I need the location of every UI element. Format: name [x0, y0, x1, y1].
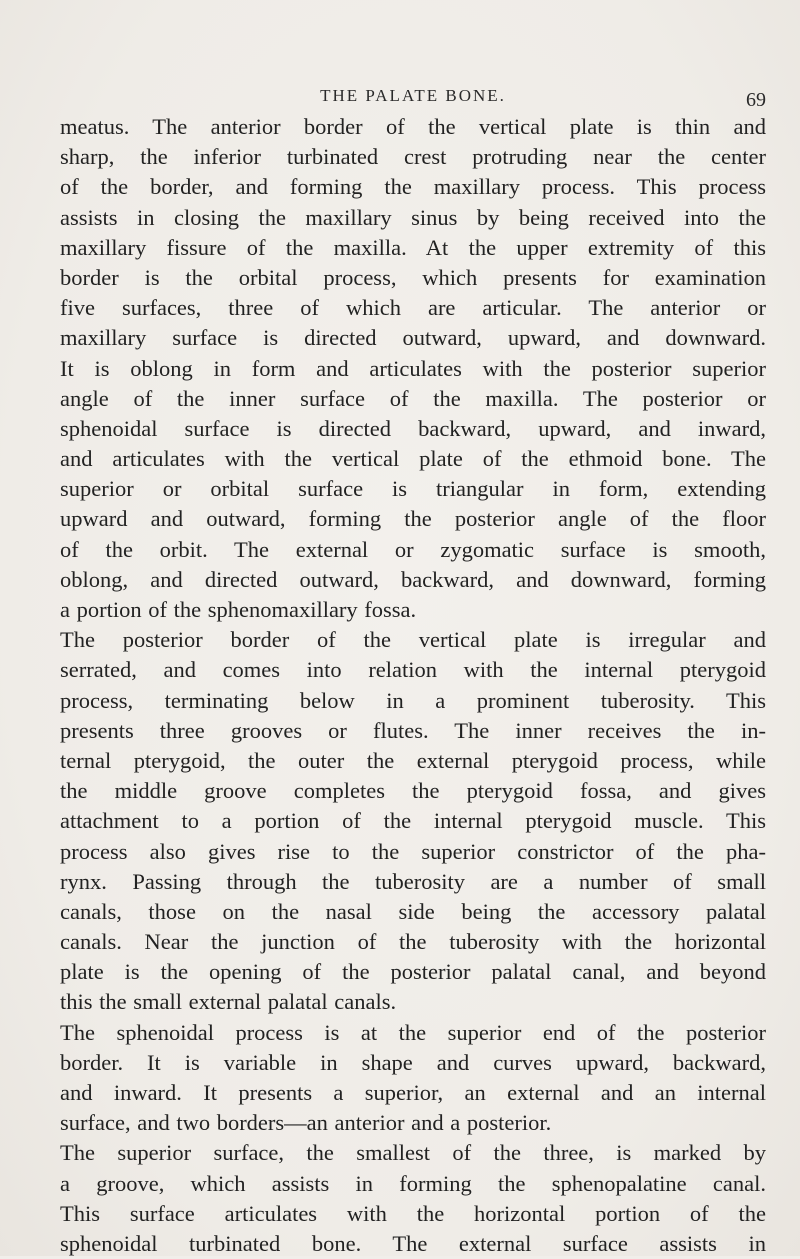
text-line: The sphenoidal process is at the superior end of the posterior	[60, 1019, 766, 1045]
text-line: rynx. Passing through the tuberosity are a number of small	[60, 868, 766, 894]
text-line: maxillary fissure of the maxilla. At the upper extremity of this	[60, 234, 766, 260]
text-line: It is oblong in form and articulates with the posterior superior	[60, 355, 766, 381]
text-line: surface, and two borders—an anterior and a posterior.	[60, 1110, 552, 1136]
text-line: sphenoidal turbinated bone. The external surface assists in	[60, 1230, 766, 1256]
text-line: and articulates with the vertical plate of the ethmoid bone. The	[60, 446, 766, 472]
text-line: angle of the inner surface of the maxilla. The posterior or	[60, 385, 766, 411]
text-line: plate is the opening of the posterior palatal canal, and beyond	[60, 959, 766, 985]
text-line: five surfaces, three of which are articular. The anterior or	[60, 295, 766, 321]
text-line: of the orbit. The external or zygomatic surface is smooth,	[60, 536, 766, 562]
text-line: ternal pterygoid, the outer the external pterygoid process, while	[60, 747, 766, 773]
body-text	[60, 112, 766, 1259]
text-line: the middle groove completes the pterygoid fossa, and gives	[60, 778, 766, 804]
text-line: The superior surface, the smallest of the three, is marked by	[60, 1140, 766, 1166]
text-line: attachment to a portion of the internal pterygoid muscle. This	[60, 808, 766, 834]
text-line: process, terminating below in a prominent tuberosity. This	[60, 687, 766, 713]
text-line: canals. Near the junction of the tuberosity with the horizontal	[60, 929, 766, 955]
text-line: upward and outward, forming the posterior angle of the floor	[60, 506, 766, 532]
text-line: canals, those on the nasal side being the accessory palatal	[60, 898, 766, 924]
text-line: presents three grooves or flutes. The inner receives the in-	[60, 717, 766, 743]
text-line: sharp, the inferior turbinated crest protruding near the center	[60, 144, 766, 170]
running-head	[60, 86, 766, 110]
text-line: oblong, and directed outward, backward, and downward, forming	[60, 566, 766, 592]
text-line: border. It is variable in shape and curves upward, backward,	[60, 1049, 766, 1075]
text-line: process also gives rise to the superior constrictor of the pha-	[60, 838, 766, 864]
text-line: this the small external palatal canals.	[60, 989, 397, 1015]
text-line: meatus. The anterior border of the vertical plate is thin and	[60, 114, 766, 139]
text-line: The posterior border of the vertical plate is irregular and	[60, 627, 766, 653]
text-line: maxillary surface is directed outward, upward, and downward.	[60, 325, 766, 351]
text-line: and inward. It presents a superior, an external and an internal	[60, 1080, 766, 1105]
text-line: serrated, and comes into relation with the internal pterygoid	[60, 657, 766, 683]
text-line: of the border, and forming the maxillary process. This process	[60, 174, 766, 200]
text-line: sphenoidal surface is directed backward, upward, and inward,	[60, 415, 766, 441]
text-line: a portion of the sphenomaxillary fossa.	[60, 597, 417, 622]
text-line: a groove, which assists in forming the sphenopalatine canal.	[60, 1170, 766, 1196]
running-title: THE PALATE BONE.	[320, 86, 506, 105]
text-line: assists in closing the maxillary sinus by being received into the	[60, 204, 766, 230]
text-line: This surface articulates with the horizontal portion of the	[60, 1200, 766, 1226]
text-line: superior or orbital surface is triangular in form, extending	[60, 476, 766, 502]
text-line: border is the orbital process, which presents for examination	[60, 264, 766, 290]
page-number: 69	[746, 89, 766, 111]
